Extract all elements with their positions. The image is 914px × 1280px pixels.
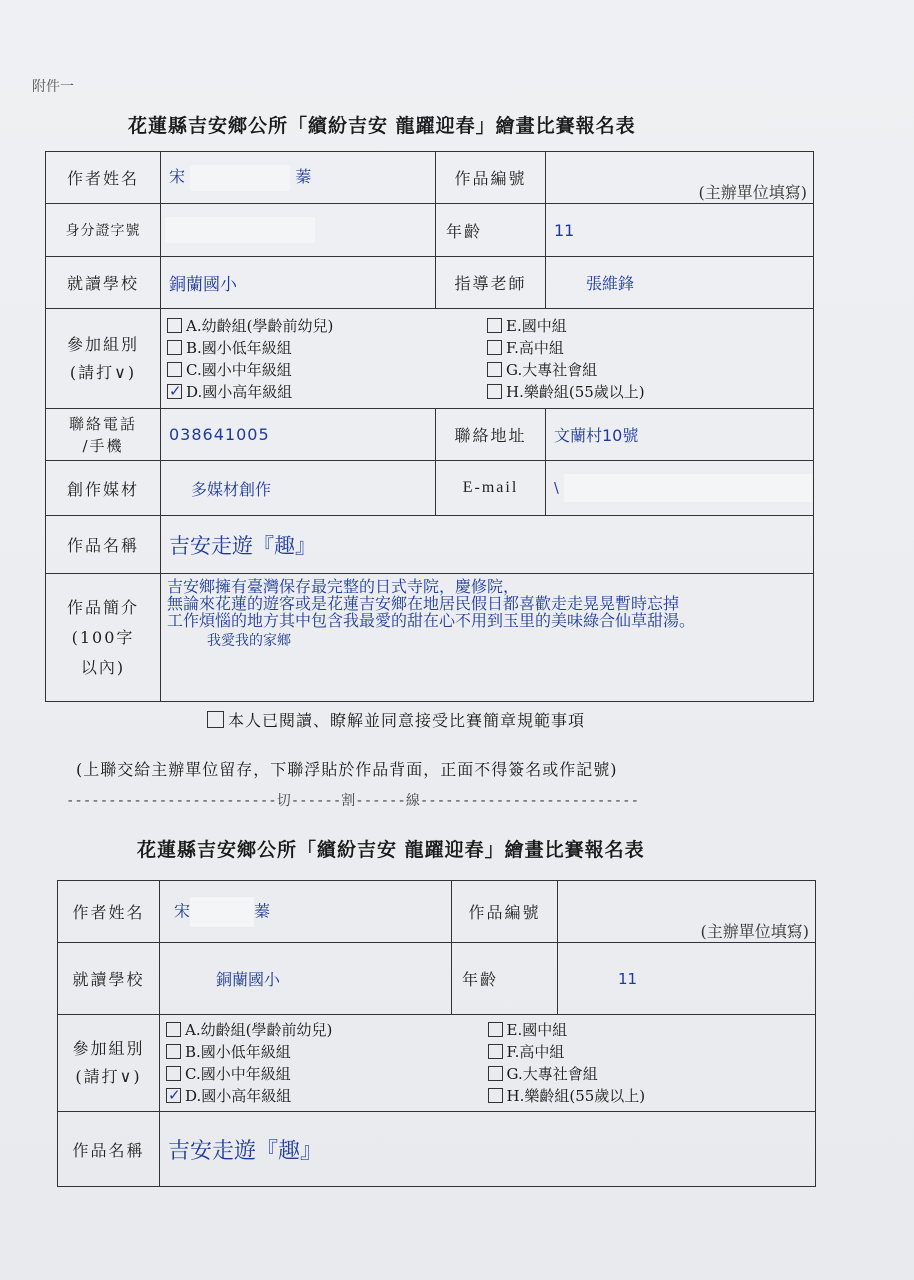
consent-statement: 本人已閱讀、瞭解並同意接受比賽簡章規範事項 bbox=[207, 708, 585, 731]
group-option bbox=[488, 1063, 810, 1085]
group-option-label: D.國小高年級組 bbox=[186, 382, 293, 401]
form-title-lower: 花蓮縣吉安鄉公所「繽紛吉安 龍躍迎春」繪畫比賽報名表 bbox=[137, 839, 645, 861]
work-no-label: 作品編號 bbox=[436, 152, 546, 204]
group-option-label: E.國中組 bbox=[506, 1021, 568, 1039]
work-no-label-lower: 作品編號 bbox=[452, 881, 558, 943]
id-label: 身分證字號 bbox=[46, 204, 161, 257]
age-label-lower: 年齡 bbox=[452, 943, 558, 1015]
group-col-left bbox=[167, 315, 487, 403]
group-checkbox[interactable] bbox=[488, 1022, 503, 1037]
group-option-label: C.國小中年級組 bbox=[185, 1065, 291, 1083]
group-checkbox[interactable] bbox=[488, 1088, 503, 1103]
group-option-label: E.國中組 bbox=[506, 316, 567, 335]
address-value: 文蘭村10號 bbox=[546, 409, 814, 461]
work-name-value: 吉安走遊『趣』 bbox=[161, 516, 814, 574]
school-value-lower: 銅蘭國小 bbox=[160, 943, 452, 1015]
group-checkbox[interactable] bbox=[167, 362, 182, 377]
teacher-value: 張維鋒 bbox=[546, 257, 814, 309]
group-option bbox=[487, 337, 807, 359]
group-checkbox[interactable] bbox=[487, 362, 502, 377]
group-checkbox[interactable] bbox=[488, 1044, 503, 1059]
school-label-lower: 就讀學校 bbox=[58, 943, 160, 1015]
group-checkbox[interactable] bbox=[167, 318, 182, 333]
group-col-left bbox=[166, 1019, 488, 1107]
redaction bbox=[564, 474, 812, 502]
intro-value: 吉安鄉擁有臺灣保存最完整的日式寺院，慶修院， 無論來花蓮的遊客或是花蓮吉安鄉在地居民假日都喜歡走走晃晃暫時忘掉 工作煩惱的地方其中包含我最愛的甜在心不用到玉里的美味綠合仙草甜湯。 我愛我的家鄉 bbox=[161, 574, 814, 702]
group-option bbox=[167, 337, 487, 359]
group-option-label: D.國小高年級組 bbox=[185, 1087, 292, 1105]
group-option-label: G.大專社會組 bbox=[506, 360, 598, 379]
group-option bbox=[488, 1085, 810, 1107]
group-checkbox[interactable] bbox=[167, 384, 182, 399]
group-option-label: A.幼齡組(學齡前幼兒) bbox=[186, 316, 334, 335]
author-label: 作者姓名 bbox=[46, 152, 161, 204]
group-checkbox[interactable] bbox=[167, 340, 182, 355]
group-option bbox=[167, 359, 487, 381]
group-checkbox[interactable] bbox=[166, 1066, 181, 1081]
medium-label: 創作媒材 bbox=[46, 461, 161, 516]
group-checkbox[interactable] bbox=[166, 1022, 181, 1037]
work-name-value-lower: 吉安走遊『趣』 bbox=[160, 1112, 816, 1187]
group-checkbox[interactable] bbox=[487, 318, 502, 333]
group-option-label: F.高中組 bbox=[506, 1043, 565, 1061]
organizer-fill-note-lower: (主辦單位填寫) bbox=[558, 881, 816, 943]
group-option bbox=[166, 1063, 488, 1085]
group-option bbox=[167, 315, 487, 337]
group-col-right bbox=[488, 1019, 810, 1107]
group-label-lower: 參加組別 (請打∨) bbox=[58, 1015, 160, 1112]
phone-value: 038641005 bbox=[161, 409, 436, 461]
group-option-label: H.樂齡組(55歲以上) bbox=[506, 1087, 646, 1105]
group-checkbox[interactable] bbox=[487, 340, 502, 355]
redaction bbox=[165, 217, 315, 243]
redaction bbox=[190, 165, 290, 191]
teacher-label: 指導老師 bbox=[436, 257, 546, 309]
form-title: 花蓮縣吉安鄉公所「繽紛吉安 龍躍迎春」繪畫比賽報名表 bbox=[128, 115, 636, 137]
consent-checkbox[interactable] bbox=[207, 711, 224, 728]
registration-form-lower bbox=[57, 880, 816, 1187]
group-option-label: F.高中組 bbox=[506, 338, 564, 357]
cut-note: (上聯交給主辦單位留存，下聯浮貼於作品背面，正面不得簽名或作記號) bbox=[76, 760, 618, 779]
group-checkbox[interactable] bbox=[488, 1066, 503, 1081]
author-value-lower: 宋 蓁 bbox=[160, 881, 452, 943]
group-option bbox=[166, 1041, 488, 1063]
group-checkbox[interactable] bbox=[487, 384, 502, 399]
annex-label: 附件一 bbox=[32, 79, 74, 95]
id-value bbox=[161, 204, 436, 257]
group-checkbox[interactable] bbox=[166, 1044, 181, 1059]
email-value: \ bbox=[546, 461, 814, 516]
work-name-label: 作品名稱 bbox=[46, 516, 161, 574]
group-option bbox=[487, 315, 807, 337]
organizer-fill-note: (主辦單位填寫) bbox=[546, 152, 814, 204]
group-option-label: C.國小中年級組 bbox=[186, 360, 292, 379]
redaction bbox=[190, 897, 254, 927]
group-checkbox[interactable] bbox=[166, 1088, 181, 1103]
intro-label: 作品簡介 (100字 以內) bbox=[46, 574, 161, 702]
group-option bbox=[488, 1041, 810, 1063]
group-option-label: B.國小低年級組 bbox=[185, 1043, 291, 1061]
group-option-label: G.大專社會組 bbox=[506, 1065, 598, 1083]
group-option bbox=[166, 1019, 488, 1041]
group-label: 參加組別 (請打∨) bbox=[46, 309, 161, 409]
group-col-right bbox=[487, 315, 807, 403]
group-option-label: B.國小低年級組 bbox=[186, 338, 292, 357]
school-value: 銅蘭國小 bbox=[161, 257, 436, 309]
group-option bbox=[487, 359, 807, 381]
group-option-label: A.幼齡組(學齡前幼兒) bbox=[185, 1021, 333, 1039]
group-options bbox=[161, 309, 814, 409]
address-label: 聯絡地址 bbox=[436, 409, 546, 461]
group-option bbox=[487, 381, 807, 403]
phone-label: 聯絡電話 /手機 bbox=[46, 409, 161, 461]
age-value-lower: 11 bbox=[558, 943, 816, 1015]
group-option-label: H.樂齡組(55歲以上) bbox=[506, 382, 645, 401]
group-options-lower bbox=[160, 1015, 816, 1112]
school-label: 就讀學校 bbox=[46, 257, 161, 309]
medium-value: 多媒材創作 bbox=[161, 461, 436, 516]
work-name-label-lower: 作品名稱 bbox=[58, 1112, 160, 1187]
group-option bbox=[167, 381, 487, 403]
author-label-lower: 作者姓名 bbox=[58, 881, 160, 943]
cut-line: -------------------------切------割------線-------------------------- bbox=[66, 793, 640, 809]
email-label: E-mail bbox=[436, 461, 546, 516]
registration-form-upper bbox=[45, 151, 814, 702]
author-value: 宋 蓁 bbox=[161, 152, 436, 204]
group-option bbox=[166, 1085, 488, 1107]
group-option bbox=[488, 1019, 810, 1041]
age-label: 年齡 bbox=[436, 204, 546, 257]
age-value: 11 bbox=[546, 204, 814, 257]
